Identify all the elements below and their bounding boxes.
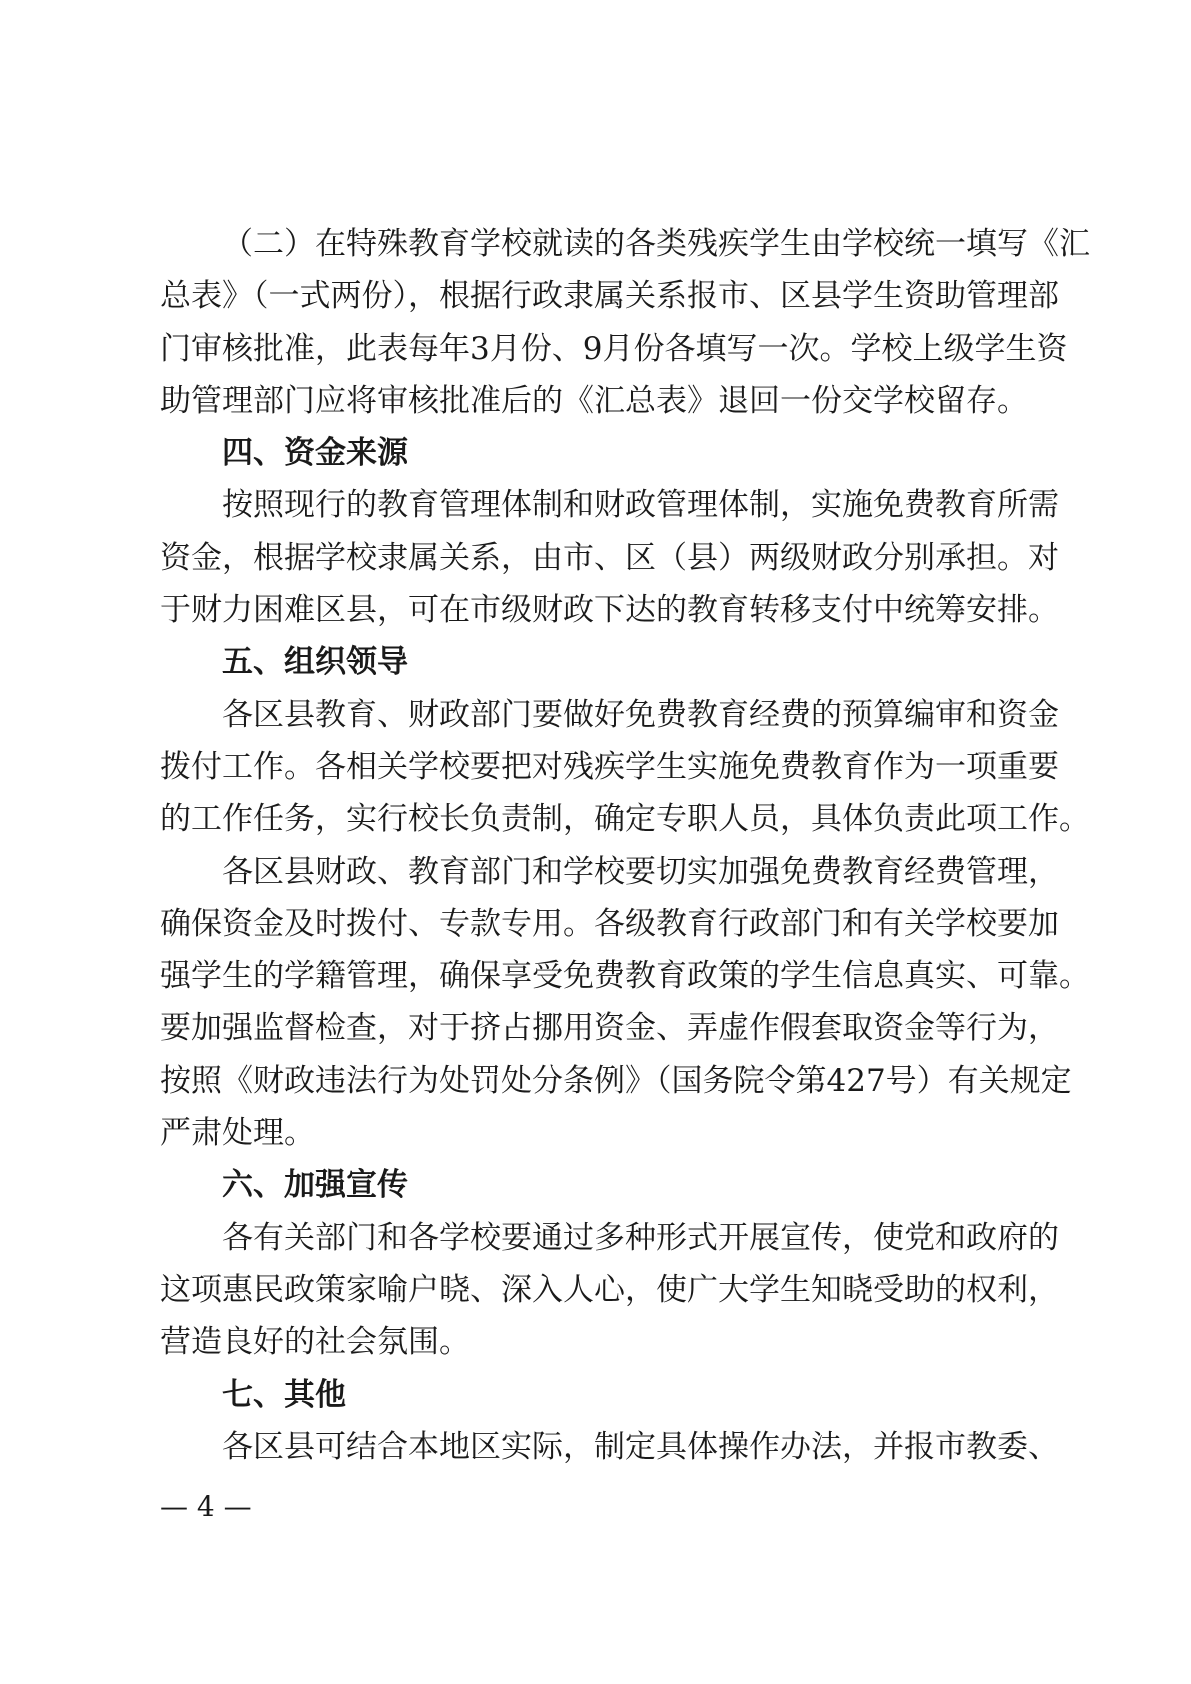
paragraph-line: 的工作任务，实行校长负责制，确定专职人员，具体负责此项工作。: [160, 801, 1090, 838]
paragraph-line: 按照《财政违法行为处罚处分条例》（国务院令第427号）有关规定: [160, 1062, 1072, 1099]
paragraph-line: 拨付工作。各相关学校要把对残疾学生实施免费教育作为一项重要: [160, 748, 1059, 785]
paragraph-line: （二）在特殊教育学校就读的各类残疾学生由学校统一填写《汇: [222, 226, 1090, 262]
paragraph-line: 助管理部门应将审核批准后的《汇总表》退回一份交学校留存。: [160, 382, 1028, 419]
section-heading-other: 七、其他: [222, 1376, 346, 1413]
paragraph-line: 强学生的学籍管理，确保享受免费教育政策的学生信息真实、可靠。: [160, 958, 1090, 995]
paragraph-line: 总表》（一式两份），根据行政隶属关系报市、区县学生资助管理部: [160, 278, 1059, 315]
section-heading-organization: 五、组织领导: [222, 644, 408, 681]
paragraph-line: 各区县教育、财政部门要做好免费教育经费的预算编审和资金: [222, 696, 1059, 733]
paragraph-line: 各区县可结合本地区实际，制定具体操作办法，并报市教委、: [222, 1428, 1059, 1465]
document-body: [160, 218, 1090, 1473]
paragraph-line: 要加强监督检查，对于挤占挪用资金、弄虚作假套取资金等行为，: [160, 1010, 1059, 1047]
paragraph-line: 确保资金及时拨付、专款专用。各级教育行政部门和有关学校要加: [160, 905, 1059, 942]
paragraph-line: 各区县财政、教育部门和学校要切实加强免费教育经费管理，: [222, 853, 1059, 890]
paragraph-line: 各有关部门和各学校要通过多种形式开展宣传，使党和政府的: [222, 1219, 1059, 1256]
paragraph-line: 资金，根据学校隶属关系，由市、区（县）两级财政分别承担。对: [160, 539, 1059, 576]
section-heading-publicity: 六、加强宣传: [222, 1167, 408, 1204]
paragraph-line: 按照现行的教育管理体制和财政管理体制，实施免费教育所需: [222, 487, 1059, 524]
paragraph-line: 于财力困难区县，可在市级财政下达的教育转移支付中统筹安排。: [160, 592, 1059, 629]
paragraph-line: 门审核批准，此表每年3月份、9月份各填写一次。学校上级学生资: [160, 330, 1068, 367]
paragraph-line: 这项惠民政策家喻户晓、深入人心，使广大学生知晓受助的权利，: [160, 1271, 1059, 1308]
section-heading-funding-source: 四、资金来源: [222, 435, 408, 472]
paragraph-line: 营造良好的社会氛围。: [160, 1324, 470, 1361]
page-number: — 4 —: [160, 1490, 252, 1523]
paragraph-line: 严肃处理。: [160, 1115, 315, 1152]
